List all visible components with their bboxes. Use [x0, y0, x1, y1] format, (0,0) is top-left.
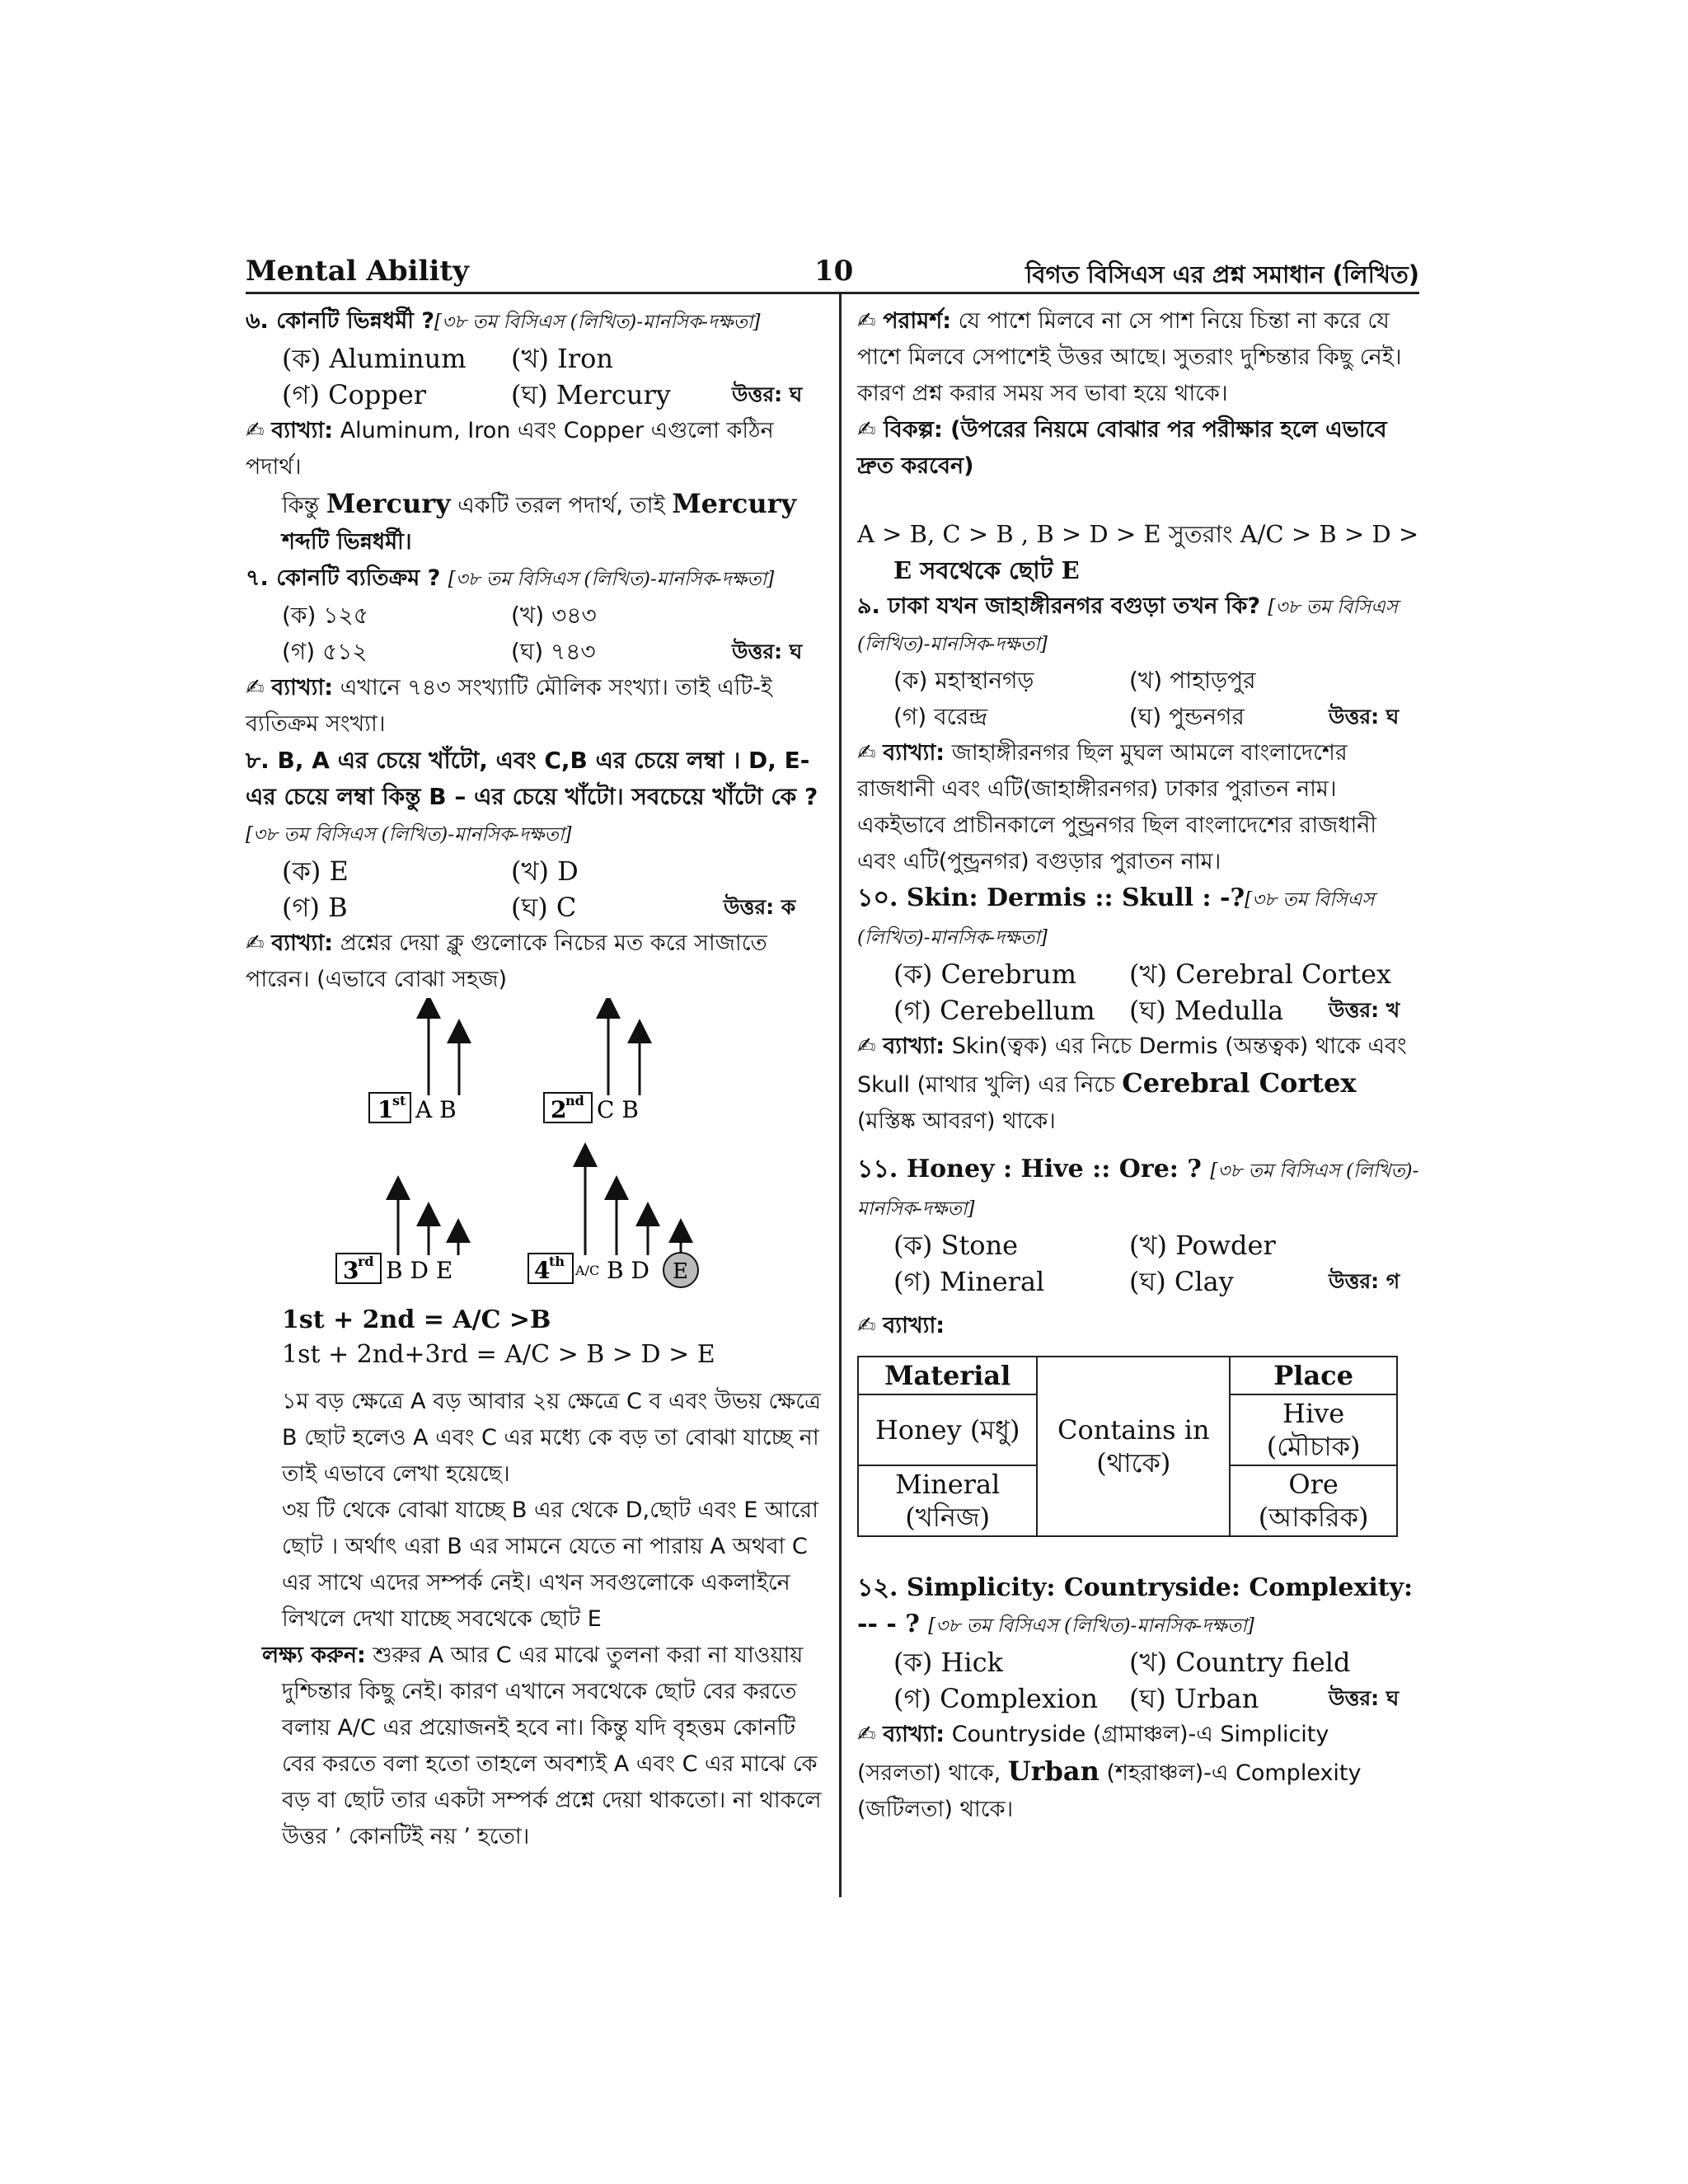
note-label: লক্ষ্য করুন: — [262, 1643, 366, 1668]
box-4-label: 4 — [534, 1257, 551, 1284]
answer: উত্তর: ক — [724, 895, 796, 919]
answer: উত্তর: ঘ — [1329, 1686, 1400, 1710]
question-9-options-row1 — [857, 663, 1419, 699]
note-block: লক্ষ্য করুন: শুরুর A আর C এর মাঝে তুলনা করা না যাওয়ায় দুশ্চিন্তার কিছু নেই। কারণ এখানে সবথেকে ছোট বের করতে বলায় A/C এর প্রয়োজনই হবে না। কিন্তু যদি বৃহত্তম কোনটি বের করতে বলা হতো তাহলে অবশ্যই A এবং C এর মাঝে কে বড় বা ছোট তার একটা সম্পর্ক প্রশ্নে দেয়া থাকতো। না থাকলে উত্তর ’ কোনটিই নয় ’ হতো। — [262, 1643, 822, 1849]
group-4-letters: B D — [607, 1257, 649, 1284]
option: (খ) পাহাড়পুর — [1129, 667, 1256, 694]
question-8-paragraph-2: ৩য় টি থেকে বোঝা যাচ্ছে B এর থেকে D,ছোট এবং E আরো ছোট । অর্থাৎ এরা B এর সামনে যেতে না পারায় A অথবা C এর সাথে এদের সম্পর্ক নেই। এখন সবগুলোকে একলাইনে লিখলে দেখা যাচ্ছে সবথেকে ছোট E — [282, 1497, 818, 1632]
pen-icon: ✍ — [246, 930, 265, 956]
question-7-explanation: ✍ ব্যাখ্যা: এখানে ৭৪৩ সংখ্যাটি মৌলিক সংখ্যা। তাই এটি-ই ব্যতিক্রম সংখ্যা। — [246, 675, 772, 737]
box-3-label: 3 — [343, 1257, 359, 1284]
question-6-explanation-2: কিন্তু Mercury একটি তরল পদার্থ, তাই Mercury শব্দটি ভিন্নধর্মী। — [282, 488, 797, 555]
answer: উত্তর: ঘ — [732, 640, 803, 663]
option: (গ) Mineral — [893, 1266, 1045, 1297]
pen-icon: ✍ — [857, 740, 876, 766]
arrow-diagram — [246, 998, 823, 1303]
option: (ক) ১২৫ — [282, 602, 368, 629]
question-12-options-row2 — [857, 1680, 1419, 1717]
chain-line-2: E সবথেকে ছোট E — [893, 556, 1080, 584]
pen-icon: ✍ — [857, 1033, 876, 1059]
option: (খ) Country field — [1129, 1647, 1351, 1678]
header-subject: Mental Ability — [246, 255, 469, 288]
question-7-options-row2 — [246, 634, 823, 670]
question-6-options-row1 — [246, 340, 823, 377]
question-8-explanation: ✍ ব্যাখ্যা: প্রশ্নের দেয়া ক্লু গুলোকে নিচের মত করে সাজাতে পারেন। (এভাবে বোঝা সহজ) — [246, 930, 767, 992]
option: (ঘ) Clay — [1129, 1266, 1234, 1297]
material-table — [857, 1356, 1398, 1537]
pen-icon: ✍ — [246, 675, 265, 701]
svg-text:st: st — [392, 1093, 406, 1108]
table-cell: Mineral (খনিজ) — [858, 1465, 1037, 1536]
group-1-letters: A B — [415, 1096, 457, 1123]
pen-icon: ✍ — [857, 417, 876, 443]
option: (গ) Cerebellum — [893, 995, 1095, 1026]
answer: উত্তর: ঘ — [1329, 705, 1400, 729]
svg-text:A/C: A/C — [575, 1263, 600, 1278]
table-cell: Honey (মধু) — [858, 1394, 1037, 1465]
question-11-options-row2 — [857, 1263, 1419, 1300]
option: (গ) বরেন্দ্র — [893, 703, 987, 730]
page-header — [246, 250, 1419, 291]
option: (খ) D — [511, 855, 579, 887]
table-cell: Ore (আকরিক) — [1230, 1465, 1397, 1536]
option: (ক) Hick — [893, 1647, 1003, 1678]
option: (ঘ) C — [511, 892, 577, 923]
chain-line-1: A > B, C > B , B > D > E সুতরাং A/C > B > D > — [857, 520, 1419, 548]
equation-2: 1st + 2nd+3rd = A/C > B > D > E — [282, 1340, 715, 1369]
option: (গ) Copper — [282, 379, 427, 410]
option: (ঘ) পুন্ডনগর — [1129, 703, 1245, 730]
question-8-paragraph-1: ১ম বড় ক্ষেত্রে A বড় আবার ২য় ক্ষেত্রে C ব এবং উভয় ক্ষেত্রে B ছোট হলেও A এবং C এর মধ্যে কে বড় তা বোঝা যাচ্ছে না তাই এভাবে লেখা হয়েছে। — [282, 1389, 821, 1487]
svg-text:E: E — [673, 1259, 688, 1284]
question-6-explanation: ✍ ব্যাখ্যা: Aluminum, Iron এবং Copper এগুলো কঠিন পদার্থ। — [246, 418, 774, 480]
option: (ঘ) ৭৪৩ — [511, 638, 596, 665]
option: (খ) Iron — [511, 343, 613, 374]
pen-icon: ✍ — [857, 1722, 876, 1747]
box-2-label: 2 — [551, 1096, 567, 1123]
option: (ঘ) Medulla — [1129, 995, 1284, 1026]
option: (ক) Stone — [893, 1230, 1019, 1261]
table-header-material: Material — [858, 1357, 1037, 1394]
answer: উত্তর: ঘ — [732, 382, 803, 406]
pen-icon: ✍ — [857, 1313, 876, 1338]
option: (খ) ৩৪৩ — [511, 602, 597, 629]
question-10-options-row2 — [857, 992, 1419, 1029]
height-diagram — [246, 998, 823, 1303]
option: (ঘ) Mercury — [511, 379, 671, 410]
question-8-title: ৮. B, A এর চেয়ে খাঁটো, এবং C,B এর চেয়ে লম্বা । D, E- এর চেয়ে লম্বা কিন্তু B – এর চেয়ে খাঁটো। সবচেয়ে খাঁটো কে ?[৩৮ তম বিসিএস (লিখিত)-মানসিক-দক্ষতা] — [246, 747, 818, 846]
question-8-options-row2 — [246, 889, 823, 926]
question-12-options-row1 — [857, 1644, 1419, 1680]
question-7-title: ৭. কোনটি ব্যতিক্রম ? [৩৮ তম বিসিএস (লিখিত)-মানসিক-দক্ষতা] — [246, 565, 775, 591]
option: (ঘ) Urban — [1129, 1683, 1259, 1714]
question-11-explanation: ✍ ব্যাখ্যা: — [857, 1313, 945, 1338]
option: (গ) B — [282, 892, 348, 923]
option: (ক) মহাস্থানগড় — [893, 667, 1034, 694]
question-7-options-row1 — [246, 598, 823, 634]
answer: উত্তর: গ — [1329, 1269, 1400, 1293]
svg-text:nd: nd — [565, 1093, 584, 1108]
option: (ক) Aluminum — [282, 343, 467, 374]
equation-1: 1st + 2nd = A/C >B — [282, 1305, 551, 1334]
question-6-options-row2 — [246, 377, 823, 413]
right-column — [857, 303, 1419, 1828]
page-number: 10 — [814, 255, 854, 288]
group-2-letters: C B — [597, 1096, 639, 1123]
svg-text:rd: rd — [358, 1254, 374, 1269]
column-divider — [839, 294, 842, 1897]
answer: উত্তর: খ — [1329, 998, 1400, 1022]
header-rule — [246, 292, 1419, 294]
pen-icon: ✍ — [857, 308, 876, 334]
alternative-block: ✍ বিকল্প: (উপরের নিয়মে বোঝার পর পরীক্ষার হলে এভাবে দ্রুত করবেন) — [857, 417, 1387, 479]
option: (গ) Complexion — [893, 1683, 1099, 1714]
option: (খ) Cerebral Cortex — [1129, 958, 1391, 990]
question-6-title: ৬. কোনটি ভিন্নধর্মী ?[৩৮ তম বিসিএস (লিখিত)-মানসিক-দক্ষতা] — [246, 308, 761, 334]
question-9-explanation: ✍ ব্যাখ্যা: জাহাঙ্গীরনগর ছিল মুঘল আমলে বাংলাদেশের রাজধানী এবং এটি(জাহাঙ্গীরনগর) ঢাকার পুরাতন নাম। একইভাবে প্রাচীনকালে পুন্ড্রনগর ছিল বাংলাদেশের রাজধানী এবং এটি(পুন্ড্রনগর) বগুড়ার পুরাতন নাম। — [857, 740, 1377, 874]
option: (খ) Powder — [1129, 1230, 1276, 1261]
question-8-options-row1 — [246, 853, 823, 889]
option: (ক) E — [282, 855, 349, 887]
table-contains-in: Contains in (থাকে) — [1037, 1357, 1230, 1536]
option: (ক) Cerebrum — [893, 958, 1076, 990]
question-9-options-row2 — [857, 699, 1419, 735]
question-9-title: ৯. ঢাকা যখন জাহাঙ্গীরনগর বগুড়া তখন কি? [৩৮ তম বিসিএস (লিখিত)-মানসিক-দক্ষতা] — [857, 593, 1398, 655]
group-3-letters: B D E — [386, 1257, 453, 1284]
header-book-title: বিগত বিসিএস এর প্রশ্ন সমাধান (লিখিত) — [1025, 260, 1419, 288]
question-12-title: ১২. Simplicity: Countryside: Complexity: -- - ? [৩৮ তম বিসিএস (লিখিত)-মানসিক-দক্ষতা] — [857, 1573, 1414, 1638]
question-11-options-row1 — [857, 1227, 1419, 1263]
option: (গ) ৫১২ — [282, 638, 368, 665]
box-1-label: 1 — [377, 1096, 394, 1123]
question-10-options-row1 — [857, 956, 1419, 992]
pen-icon: ✍ — [246, 418, 265, 443]
left-column — [246, 303, 823, 1855]
question-11-title: ১১. Honey : Hive :: Ore: ? [৩৮ তম বিসিএস (লিখিত)-মানসিক-দক্ষতা] — [857, 1155, 1419, 1220]
advice-block: ✍ পরামর্শ: যে পাশে মিলবে না সে পাশ নিয়ে চিন্তা না করে যে পাশে মিলবে সেপাশেই উত্তর আছে। সুতরাং দুশ্চিন্তার কিছু নেই। কারণ প্রশ্ন করার সময় সব ভাবা হয়ে থাকে। — [857, 308, 1402, 406]
question-10-explanation: ✍ ব্যাখ্যা: Skin(ত্বক) এর নিচে Dermis (অন্তত্বক) থাকে এবং Skull (মাথার খুলি) এর নিচে Cerebral Cortex (মস্তিষ্ক আবরণ) থাকে। — [857, 1033, 1407, 1134]
svg-text:th: th — [549, 1254, 565, 1269]
question-12-explanation: ✍ ব্যাখ্যা: Countryside (গ্রামাঞ্চল)-এ Simplicity (সরলতা) থাকে, Urban (শহরাঞ্চল)-এ Complexity (জটিলতা) থাকে। — [857, 1722, 1362, 1822]
question-10-title: ১০. Skin: Dermis :: Skull : -?[৩৮ তম বিসিএস (লিখিত)-মানসিক-দক্ষতা] — [857, 883, 1375, 949]
table-cell: Hive (মৌচাক) — [1230, 1394, 1397, 1465]
table-header-place: Place — [1230, 1357, 1397, 1394]
equation-block — [246, 1303, 823, 1372]
